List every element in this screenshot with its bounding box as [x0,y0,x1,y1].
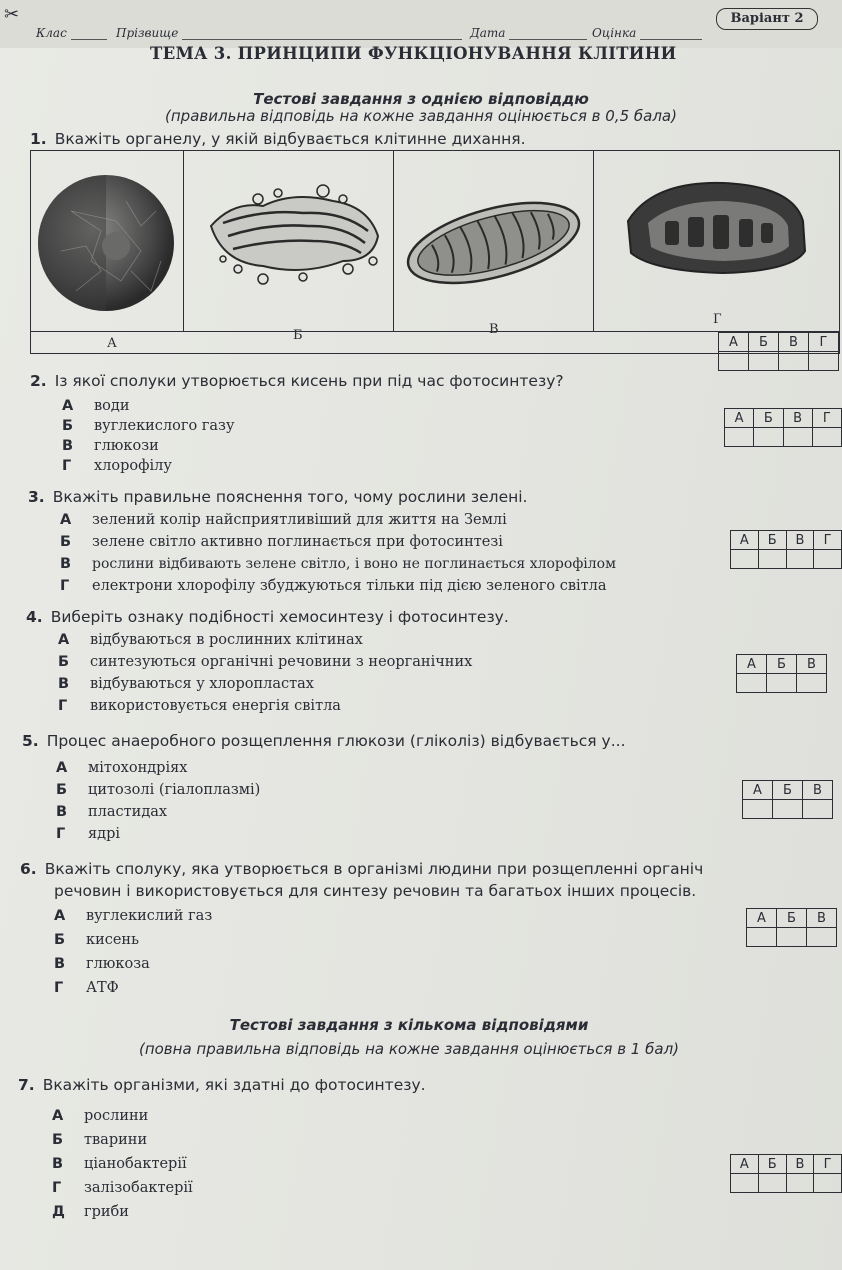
option-letter: В [60,556,72,572]
answer-cell-b[interactable] [777,928,807,947]
option-text: води [94,398,130,414]
option-text: зелене світло активно поглинається при фотосинтезі [92,534,503,550]
surname-blank[interactable] [182,38,462,40]
option-text: відбуваються в рослинних клітинах [90,632,363,648]
question-number: 4. [26,608,43,626]
option-text: залізобактерії [84,1180,193,1196]
answer-cell-d[interactable] [814,1174,842,1193]
answer-header-a: А [719,333,749,352]
option-3c[interactable] [60,556,616,572]
question-number: 1. [30,130,47,148]
option-letter: В [56,804,68,820]
question-4 [26,608,509,626]
grade-blank[interactable] [640,38,702,40]
figure-label-d: Г [713,312,722,327]
question-text: Вкажіть сполуку, яка утворюється в організмі людини при розщепленні органіч [44,860,704,878]
variant-badge: Варіант 2 [716,8,818,30]
option-letter: Г [58,698,68,714]
question-3 [28,488,528,506]
answer-grid-q7 [730,1154,842,1193]
question-number: 2. [30,372,47,390]
option-letter: А [60,512,72,528]
answer-header-a: А [731,531,759,550]
question-number: 7. [18,1076,35,1094]
option-letter: Б [56,782,68,798]
nucleus-icon [31,151,181,331]
answer-cell-a[interactable] [743,800,773,819]
answer-cell-b[interactable] [773,800,803,819]
question-1 [30,130,526,148]
option-letter: А [58,632,70,648]
class-blank[interactable] [71,38,107,40]
option-letter: Б [54,932,66,948]
figure-label-b: Б [293,328,303,343]
option-text: цитозолі (гіалоплазмі) [88,782,261,798]
answer-cell-b[interactable] [749,352,779,371]
golgi-apparatus-icon [183,151,393,331]
question-text: Із якої сполуки утворюється кисень при під час фотосинтезу? [54,372,564,390]
option-text: кисень [86,932,139,948]
answer-header-a: А [747,909,777,928]
answer-cell-b[interactable] [758,1174,786,1193]
answer-grid-q4 [736,654,827,693]
answer-grid-q6 [746,908,837,947]
question-6-line2 [54,882,696,900]
question-text: речовин і використовується для синтезу речовин та багатьох інших процесів. [54,882,697,900]
organelle-figure-table [30,150,840,354]
option-text: ядрі [88,826,120,842]
answer-cell-a[interactable] [725,428,754,447]
option-3b[interactable] [60,534,503,550]
option-2d[interactable] [62,458,172,474]
option-letter: Б [62,418,74,434]
question-number: 3. [28,488,45,506]
answer-cell-a[interactable] [747,928,777,947]
chloroplast-icon [593,151,837,331]
answer-cell-a[interactable] [719,352,749,371]
answer-cell-c[interactable] [783,428,812,447]
answer-header-b: Б [754,409,783,428]
option-letter: Г [56,826,66,842]
question-5 [22,732,626,750]
option-7d[interactable] [52,1180,193,1196]
question-6 [20,860,703,878]
answer-grid-q5 [742,780,833,819]
section1-subtitle: (правильна відповідь на кожне завдання оцінюється в 0,5 бала) [165,107,677,125]
answer-header-c: В [783,409,812,428]
answer-header-b: Б [758,531,786,550]
answer-header-d: Г [812,409,841,428]
header-line [36,18,832,44]
option-text: гриби [84,1204,129,1220]
answer-grid-q3 [730,530,842,569]
option-text: рослини [84,1108,149,1124]
answer-header-c: В [779,333,809,352]
figure-cell-b[interactable] [183,151,394,331]
option-letter: Г [60,578,70,594]
answer-cell-d[interactable] [812,428,841,447]
answer-cell-d[interactable] [809,352,839,371]
option-text: синтезуються органічні речовини з неорганічних [90,654,473,670]
option-2b[interactable] [62,418,235,434]
option-4b[interactable] [58,654,472,670]
question-number: 5. [22,732,39,750]
option-4c[interactable] [58,676,314,692]
answer-header-b: Б [777,909,807,928]
surname-field [116,26,462,40]
option-letter: В [54,956,66,972]
option-4d[interactable] [58,698,341,714]
question-7 [18,1076,426,1094]
option-text: електрони хлорофілу збуджуються тільки під дією зеленого світла [92,578,607,594]
answer-cell-c[interactable] [807,928,837,947]
answer-cell-c[interactable] [786,550,814,569]
option-letter: А [54,908,66,924]
class-label: Клас [36,26,67,40]
option-4a[interactable] [58,632,363,648]
option-letter: Г [54,980,64,996]
option-2c[interactable] [62,438,159,454]
option-text: глюкози [94,438,159,454]
option-letter: Б [58,654,70,670]
question-number: 6. [20,860,37,878]
option-letter: А [56,760,68,776]
option-2a[interactable] [62,398,130,414]
surname-label: Прізвище [116,26,179,40]
answer-header-b: Б [767,655,797,674]
answer-header-c: В [786,1155,814,1174]
answer-grid-q2 [724,408,842,447]
option-6a[interactable] [54,908,212,924]
question-text: Вкажіть організми, які здатні до фотосинтезу. [42,1076,426,1094]
option-6c[interactable] [54,956,150,972]
answer-cell-a[interactable] [737,674,767,693]
date-blank[interactable] [509,38,587,40]
option-5b[interactable] [56,782,260,798]
option-letter: В [62,438,74,454]
option-letter: Г [62,458,72,474]
answer-header-a: А [725,409,754,428]
section2-subtitle: (повна правильна відповідь на кожне завдання оцінюється в 1 бал) [138,1040,680,1058]
answer-grid-q1 [718,332,839,371]
question-text: Вкажіть правильне пояснення того, чому рослини зелені. [52,488,528,506]
option-text: відбуваються у хлоропластах [90,676,314,692]
option-letter: Б [52,1132,64,1148]
page-title: ТЕМА 3. ПРИНЦИПИ ФУНКЦІОНУВАННЯ КЛІТИНИ [150,44,677,63]
answer-cell-d[interactable] [814,550,842,569]
answer-header-d: Г [814,1155,842,1174]
class-field [36,26,107,40]
option-text: АТФ [86,980,119,996]
answer-header-c: В [807,909,837,928]
question-text: Процес анаеробного розщеплення глюкози (гліколіз) відбувається у... [46,732,626,750]
option-3d[interactable] [60,578,607,594]
option-letter: Г [52,1180,62,1196]
figure-cell-c[interactable] [393,151,594,331]
option-text: мітохондріях [88,760,188,776]
question-text: Виберіть ознаку подібності хемосинтезу і фотосинтезу. [50,608,509,626]
answer-header-d: Г [809,333,839,352]
option-5d[interactable] [56,826,120,842]
answer-cell-c[interactable] [786,1174,814,1193]
option-letter: Б [60,534,72,550]
option-7e[interactable] [52,1204,129,1220]
answer-cell-c[interactable] [797,674,827,693]
question-2 [30,372,564,390]
answer-cell-b[interactable] [754,428,783,447]
answer-header-b: Б [749,333,779,352]
figure-label-a: А [107,336,117,351]
date-label: Дата [470,26,506,40]
answer-header-b: Б [758,1155,786,1174]
option-6d[interactable] [54,980,119,996]
answer-cell-b[interactable] [767,674,797,693]
answer-header-a: А [731,1155,759,1174]
figure-cell-d[interactable] [593,151,837,331]
option-text: рослини відбивають зелене світло, і воно не поглинається хлорофілом [92,556,616,572]
option-3a[interactable] [60,512,507,528]
answer-cell-a[interactable] [731,1174,759,1193]
question-text: Вкажіть органелу, у якій відбувається клітинне дихання. [54,130,526,148]
date-field [470,26,587,40]
option-5c[interactable] [56,804,167,820]
figure-cell-a[interactable] [31,151,184,331]
option-5a[interactable] [56,760,187,776]
section2-title: Тестові завдання з кількома відповідями [229,1016,589,1034]
option-letter: А [52,1108,64,1124]
option-text: зелений колір найсприятливіший для життя на Землі [92,512,507,528]
option-letter: А [62,398,74,414]
grade-label: Оцінка [592,26,637,40]
answer-header-c: В [786,531,814,550]
binder-clip-icon: ✂ [4,4,20,25]
option-text: вуглекислий газ [86,908,213,924]
grade-field [592,26,702,40]
answer-header-a: А [737,655,767,674]
option-text: використовується енергія світла [90,698,341,714]
section1-title: Тестові завдання з однією відповіддю [253,90,589,108]
option-text: ціанобактерії [84,1156,187,1172]
mitochondrion-icon [393,151,593,331]
answer-header-c: В [803,781,833,800]
option-text: вуглекислого газу [94,418,235,434]
option-7a[interactable] [52,1108,148,1124]
option-7b[interactable] [52,1132,147,1148]
answer-cell-a[interactable] [731,550,759,569]
figure-label-c: В [489,322,499,337]
option-6b[interactable] [54,932,139,948]
answer-header-d: Г [814,531,842,550]
option-text: тварини [84,1132,148,1148]
answer-cell-b[interactable] [758,550,786,569]
option-text: хлорофілу [94,458,172,474]
answer-header-c: В [797,655,827,674]
option-letter: Д [52,1204,65,1220]
option-7c[interactable] [52,1156,187,1172]
answer-header-b: Б [773,781,803,800]
option-letter: В [58,676,70,692]
answer-header-a: А [743,781,773,800]
option-letter: В [52,1156,64,1172]
option-text: глюкоза [86,956,150,972]
option-text: пластидах [88,804,168,820]
answer-cell-c[interactable] [803,800,833,819]
answer-cell-c[interactable] [779,352,809,371]
